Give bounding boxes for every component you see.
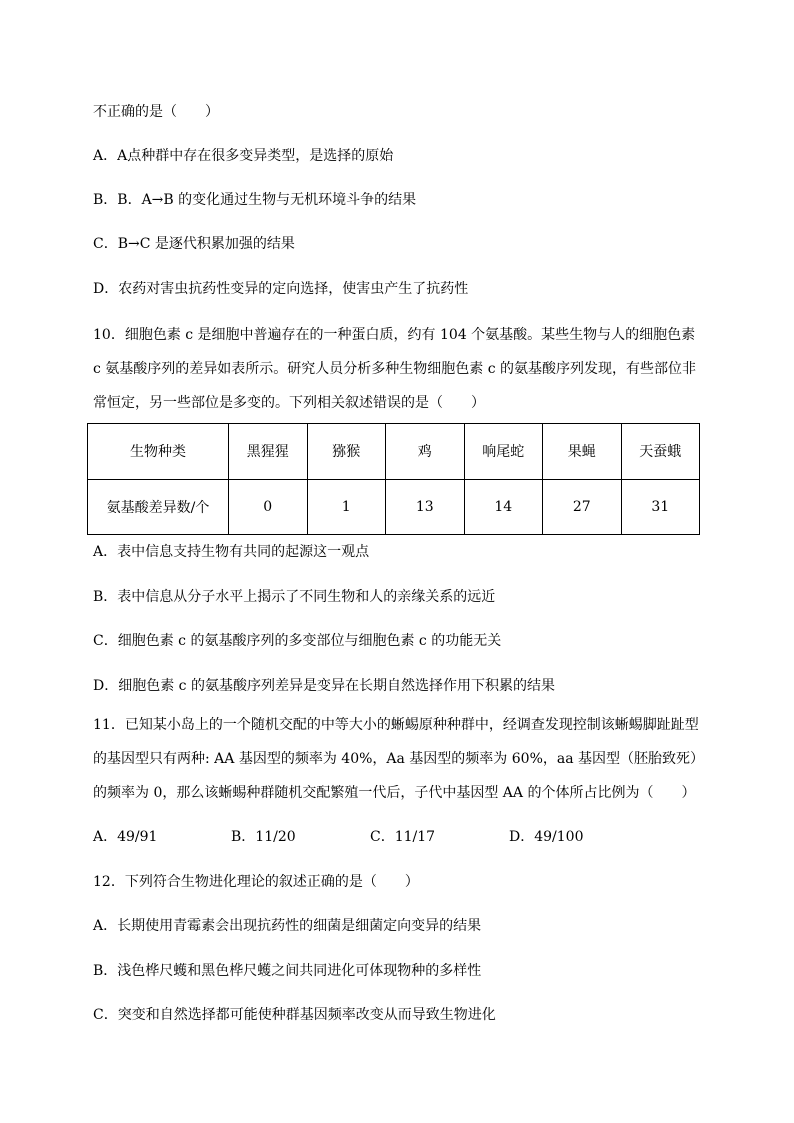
q12-stem: 12．下列符合生物进化理论的叙述正确的是（ ） bbox=[93, 874, 419, 890]
q10-option-b: B．表中信息从分子水平上揭示了不同生物和人的亲缘关系的远近 bbox=[93, 589, 496, 605]
q10-option-a: A．表中信息支持生物有共同的起源这一观点 bbox=[93, 544, 370, 560]
table-cell-difference: 14 bbox=[464, 479, 543, 535]
q10-stem: 10．细胞色素 c 是细胞中普遍存在的一种蛋白质，约有 104 个氨基酸。某些生物与人的细胞色素 c 氨基酸序列的差异如表所示。研究人员分析多种生物细胞色素 c 的氨基酸序列发现，有些部位非常恒定，另一些部位是多变的。下列相关叙述错误的是（ ） bbox=[93, 327, 697, 411]
table-cell-difference: 0 bbox=[229, 479, 308, 535]
table-cell-difference: 31 bbox=[621, 479, 700, 535]
q11-option-c: C．11/17 bbox=[370, 829, 436, 845]
q11-stem: 11．已知某小岛上的一个随机交配的中等大小的蜥蜴原种种群中，经调查发现控制该蜥蜴脚趾趾型的基因型只有两种: AA 基因型的频率为 40%，Aa 基因型的频率为 60%，aa 基因型（胚胎致死）的频率为 0，那么该蜥蜴种群随机交配繁殖一代后，子代中基因型 AA 的个体所占比例为（ ） bbox=[93, 717, 705, 801]
q12-option-a: A．长期使用青霉素会出现抗药性的细菌是细菌定向变异的结果 bbox=[93, 918, 482, 934]
q9-stem-tail: 不正确的是（ ） bbox=[93, 104, 219, 120]
table-cell-difference: 27 bbox=[543, 479, 622, 535]
table-cell-species: 鸡 bbox=[386, 424, 465, 480]
table-cell-difference: 1 bbox=[307, 479, 386, 535]
table-cell-species: 猕猴 bbox=[307, 424, 386, 480]
q11-option-a: A．49/91 bbox=[93, 829, 158, 845]
q11-option-b: B．11/20 bbox=[231, 829, 296, 845]
q9-option-c: C．B→C 是逐代积累加强的结果 bbox=[93, 236, 295, 252]
q10-option-d: D．细胞色素 c 的氨基酸序列差异是变异在长期自然选择作用下积累的结果 bbox=[93, 678, 555, 694]
table-header-difference: 氨基酸差异数/个 bbox=[88, 479, 229, 535]
q11-options bbox=[93, 827, 705, 847]
table-cell-species: 黑猩猩 bbox=[229, 424, 308, 480]
table-cell-species: 响尾蛇 bbox=[464, 424, 543, 480]
q9-option-b: B．B．A→B 的变化通过生物与无机环境斗争的结果 bbox=[93, 192, 417, 208]
table-row bbox=[88, 479, 700, 535]
table-row bbox=[88, 424, 700, 480]
q11-option-d: D．49/100 bbox=[509, 829, 584, 845]
q10-option-c: C．细胞色素 c 的氨基酸序列的多变部位与细胞色素 c 的功能无关 bbox=[93, 633, 502, 649]
table-cell-species: 果蝇 bbox=[543, 424, 622, 480]
q12-option-b: B．浅色桦尺蠖和黑色桦尺蠖之间共同进化可体现物种的多样性 bbox=[93, 963, 482, 979]
table-cell-species: 天蚕蛾 bbox=[621, 424, 700, 480]
q9-option-d: D．农药对害虫抗药性变异的定向选择，使害虫产生了抗药性 bbox=[93, 281, 469, 297]
table-cell-difference: 13 bbox=[386, 479, 465, 535]
table-header-species: 生物种类 bbox=[88, 424, 229, 480]
species-difference-table bbox=[87, 423, 700, 535]
q12-option-c: C．突变和自然选择都可能使种群基因频率改变从而导致生物进化 bbox=[93, 1007, 496, 1023]
q9-option-a: A．A点种群中存在很多变异类型，是选择的原始 bbox=[93, 148, 394, 164]
